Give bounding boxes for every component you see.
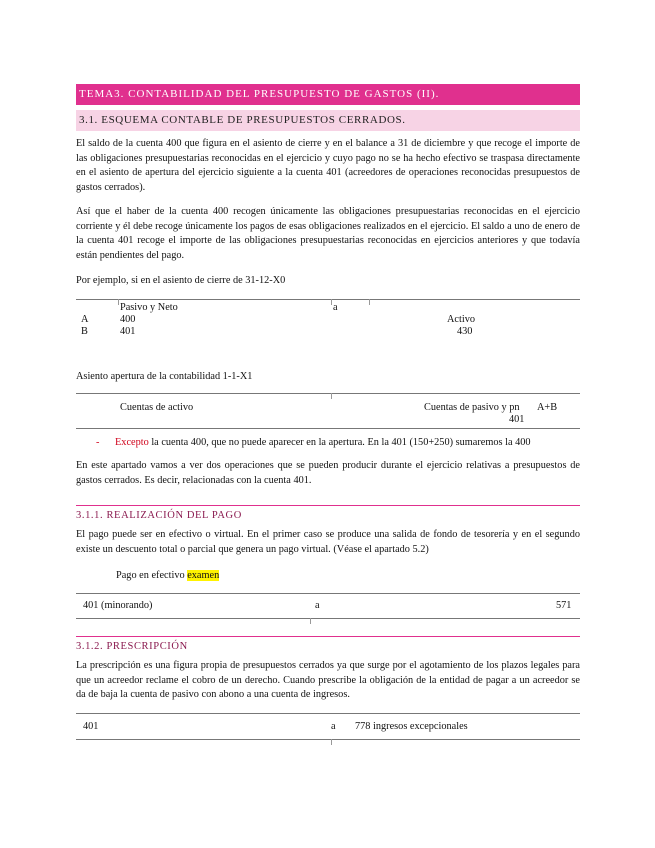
- closing-entry-row2-account: 401: [120, 326, 136, 337]
- prescription-entry-right: 778 ingresos excepcionales: [355, 721, 468, 732]
- section-3-1-1-text: El pago puede ser en efectivo o virtual. En el primer caso se produce una salida de fondo de tesorería y en el segundo existe un descuento total o parcial que genera un pago virtual. (Véase el apartado 5.2): [76, 529, 580, 555]
- section-title-banner: 3.1. ESQUEMA CONTABLE DE PRESUPUESTOS CERRADOS.: [76, 110, 580, 131]
- section-3-1-1-top-rule: [76, 505, 580, 506]
- closing-entry-col-mid: a: [333, 302, 338, 313]
- opening-entry-right-extra: A+B: [537, 402, 558, 413]
- payment-entry-bottom-rule: [76, 618, 580, 619]
- opening-entry-right-sub: 401: [509, 414, 525, 425]
- prescription-entry-top-rule: [76, 713, 580, 714]
- cash-payment-text: Pago en efectivo: [116, 570, 188, 581]
- opening-entry-left: Cuentas de activo: [120, 402, 194, 413]
- prescription-entry-tick: [331, 739, 332, 745]
- note-line: [115, 436, 531, 449]
- opening-entry-label: Asiento apertura de la contabilidad 1-1-X1: [76, 371, 253, 382]
- prescription-entry-mid: a: [331, 721, 336, 732]
- note-bullet: -: [96, 437, 100, 448]
- closing-entry-tick-left: [118, 299, 119, 305]
- cash-payment-label: [116, 569, 219, 582]
- topic-title-banner: TEMA3. CONTABILIDAD DEL PRESUPUESTO DE GASTOS (II).: [76, 84, 580, 105]
- closing-entry-row1-account: 400: [120, 314, 136, 325]
- payment-entry-left: 401 (minorando): [83, 600, 153, 611]
- opening-entry-top-rule: [76, 393, 580, 394]
- example-label: Por ejemplo, si en el asiento de cierre de 31-12-X0: [76, 275, 286, 286]
- closing-entry-row1-marker: A: [81, 314, 89, 325]
- intro-paragraph-1: El saldo de la cuenta 400 que figura en el asiento de cierre y en el balance a 31 de diciembre y que recoge el importe de las obligaciones presupuestarias reconocidas en el ejercicio y cuyo pago no se ha hecho efectivo se traspasa directamente en el asiento de apertura del ejercicio siguiente a la cuenta 401 (acreedores de operaciones reconocidas presupuestos de gastos cerrados).: [76, 138, 580, 193]
- opening-entry-bottom-rule: [76, 428, 580, 429]
- closing-entry-col-left: Pasivo y Neto: [120, 302, 178, 313]
- note-text: la cuenta 400, que no puede aparecer en la apertura. En la 401 (150+250) sumaremos la 400: [148, 437, 531, 448]
- payment-entry-top-rule: [76, 593, 580, 594]
- section-3-1-1-title: 3.1.1. REALIZACIÓN DEL PAGO: [76, 510, 242, 521]
- operations-paragraph: En este apartado vamos a ver dos operaciones que se pueden producir durante el ejercicio relativas a presupuestos de gastos cerrados. Es decir, relacionadas con la cuenta 401.: [76, 460, 580, 486]
- closing-entry-tick-right: [369, 299, 370, 305]
- section-3-1-2-title: 3.1.2. PRESCRIPCIÓN: [76, 641, 188, 652]
- prescription-entry-bottom-rule: [76, 739, 580, 740]
- payment-entry-right: 571: [556, 600, 572, 611]
- exam-highlight: examen: [187, 570, 220, 581]
- payment-entry-tick: [310, 618, 311, 624]
- note-red-word: Excepto: [115, 437, 149, 448]
- closing-entry-row2-marker: B: [81, 326, 88, 337]
- section-3-1-2-text: La prescripción es una figura propia de presupuestos cerrados ya que surge por el agotamiento de los plazos legales para que un acreedor reclame el cobro de un derecho. Cuando prescribe la obligación de la entidad de pagar a un acreedor se da de baja la cuenta de pasivo con abono a una cuenta de ingresos.: [76, 660, 580, 700]
- section-3-1-2-top-rule: [76, 636, 580, 637]
- opening-entry-tick-mid: [331, 393, 332, 399]
- closing-entry-top-rule: [76, 299, 580, 300]
- closing-entry-row2-right: 430: [457, 326, 473, 337]
- payment-entry-mid: a: [315, 600, 320, 611]
- intro-paragraph-2: Así que el haber de la cuenta 400 recogen únicamente las obligaciones presupuestarias reconocidas en el ejercicio corriente y él debe recoge únicamente los pagos de esas obligaciones realizados en el ejercicio. El saldo a uno de enero de la cuenta 401 recoge el importe de las obligaciones presupuestarias reconocidas en ejercicios anteriores y que todavía están pendientes del pago.: [76, 206, 580, 261]
- prescription-entry-left: 401: [83, 721, 99, 732]
- opening-entry-right: Cuentas de pasivo y pn: [424, 402, 520, 413]
- closing-entry-row1-right: Activo: [447, 314, 476, 325]
- closing-entry-tick-mid: [331, 299, 332, 305]
